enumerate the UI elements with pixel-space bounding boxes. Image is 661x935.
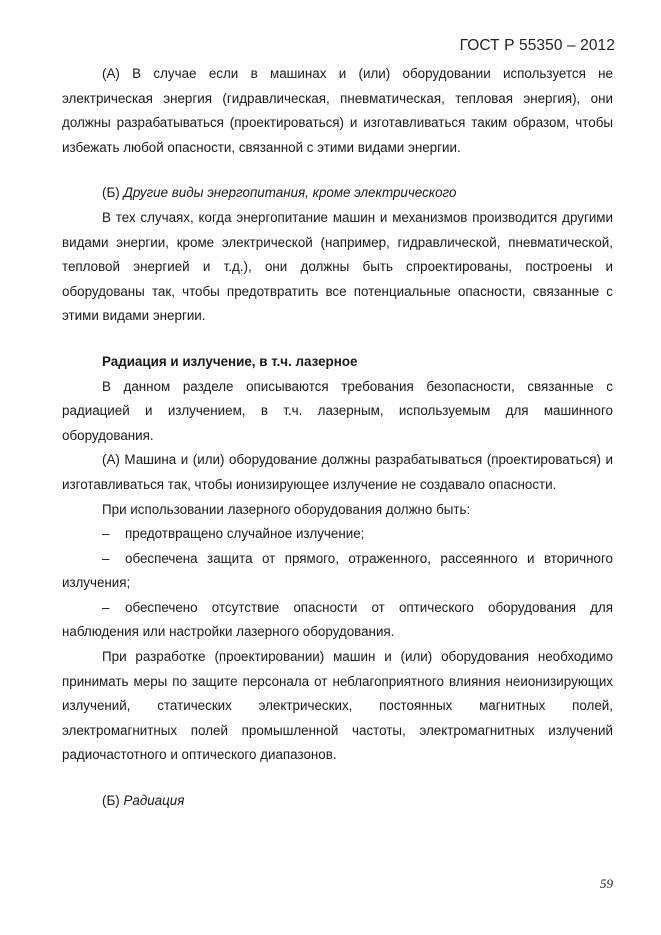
paragraph-b-heading — [62, 181, 613, 206]
list-item-text: обеспечена защита от прямого, отраженного, рассеянного и вторичного излучения; — [62, 550, 613, 591]
document-body — [62, 62, 613, 814]
paragraph-a-energy: (А) В случае если в машинах и (или) оборудовании используется не электрическая энергия (гидравлическая, пневматическая, тепловая энергия), они должны разрабатываться (проектироваться) и изготавливаться таким образом, чтобы избежать любой опасности, связанной с этими видами энергии. — [62, 66, 613, 155]
list-dash: – — [102, 599, 110, 615]
list-dash: – — [102, 526, 110, 542]
paragraph-design: При разработке (проектировании) машин и (или) оборудования необходимо принимать меры по защите персонала от неблагоприятного влияния неионизирующих излучений, статических электрических, постоянных магнитных полей, электромагнитных полей промышленной частоты, электромагнитных излучений радиочастотного и оптического диапазонов. — [62, 649, 613, 763]
list-item-text: предотвращено случайное излучение; — [125, 526, 365, 542]
list-dash: – — [102, 550, 110, 566]
document-code-header: ГОСТ Р 55350 – 2012 — [459, 37, 615, 54]
section-heading-radiation: Радиация и излучение, в т.ч. лазерное — [102, 353, 358, 369]
paragraph-radiation-a: (А) Машина и (или) оборудование должны разрабатываться (проектироваться) и изготавливаться так, чтобы ионизирующее излучение не создавало опасности. — [62, 452, 613, 492]
list-item — [62, 547, 613, 596]
paragraph-b2-heading — [62, 789, 613, 814]
paragraph-b-text: В тех случаях, когда энергопитание машин и механизмов производится другими видами энергии, кроме электрической (например, гидравлической, пневматической, тепловой энергией и т.д.), они должны быть спроектированы, построены и оборудованы так, чтобы предотвратить все потенциальные опасности, связанные с этими видами энергии. — [62, 209, 613, 324]
paragraph-b-prefix: (Б) — [102, 185, 124, 201]
list-item-text: обеспечено отсутствие опасности от оптического оборудования для наблюдения или настройки лазерного оборудования. — [62, 599, 613, 640]
paragraph-b2-prefix: (Б) — [102, 793, 124, 809]
list-item — [62, 522, 613, 547]
page-number: 59 — [600, 876, 613, 891]
paragraph-b-title: Другие виды энергопитания, кроме электрического — [123, 185, 457, 201]
list-item — [62, 596, 613, 645]
paragraph-radiation-intro: В данном разделе описываются требования безопасности, связанные с радиацией и излучением, в т.ч. лазерным, используемым для машинного оборудования. — [62, 378, 613, 443]
paragraph-laser-intro: При использовании лазерного оборудования должно быть: — [102, 501, 471, 517]
paragraph-b2-title: Радиация — [123, 793, 185, 809]
